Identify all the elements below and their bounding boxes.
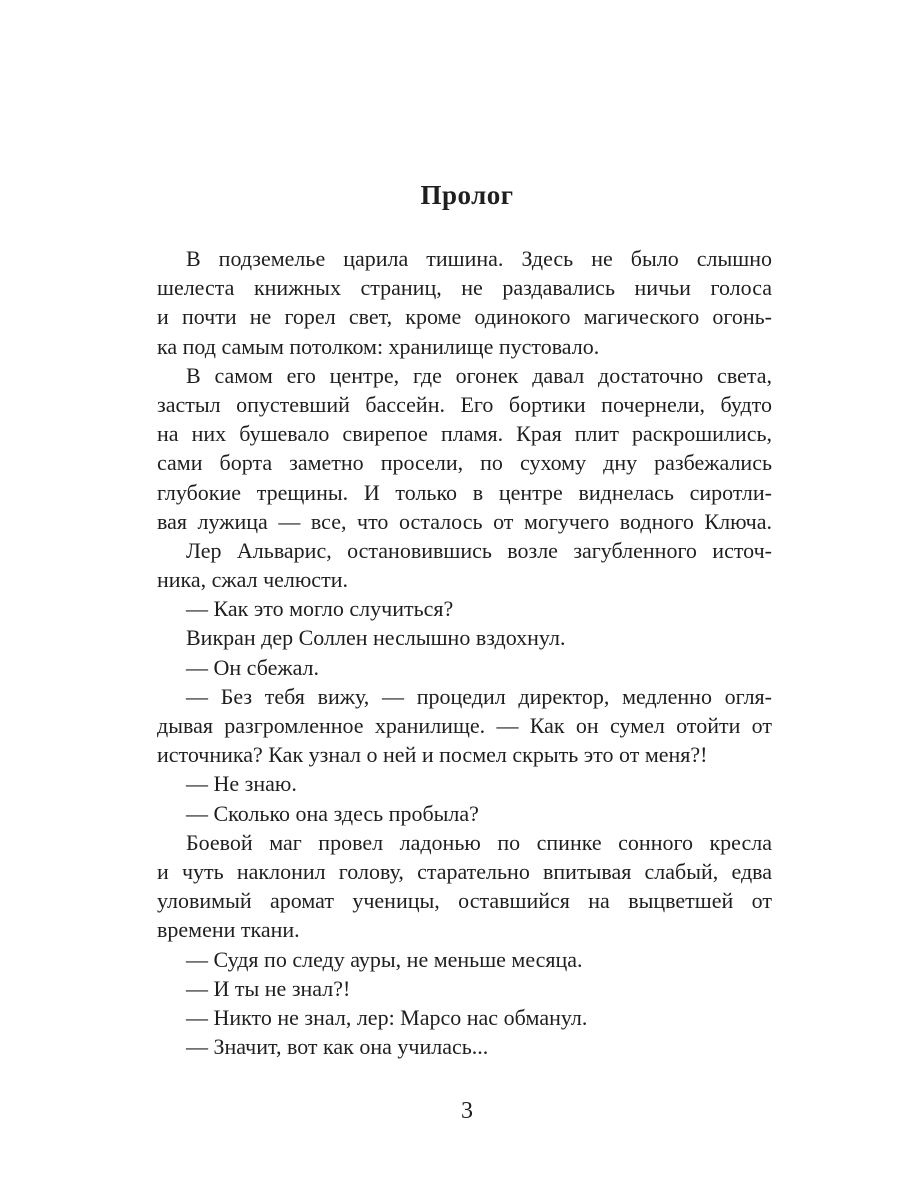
text-line: — Значит, вот как она училась...	[186, 1034, 489, 1060]
chapter-title: Пролог	[420, 180, 514, 210]
text-line: — Сколько она здесь пробыла?	[186, 800, 479, 826]
page-number: 3	[461, 1098, 473, 1124]
text-line: вая лужица — все, что осталось от могучего водного Ключа.	[157, 508, 772, 534]
text-line: Викран дер Соллен неслышно вздохнул.	[186, 625, 566, 651]
text-line: застыл опустевший бассейн. Его бортики почернели, будто	[157, 391, 772, 417]
text-line: В самом его центре, где огонек давал достаточно света,	[186, 362, 772, 388]
text-line: времени ткани.	[157, 917, 300, 943]
text-line: — Без тебя вижу, — процедил директор, медленно огля-	[186, 683, 772, 709]
text-line: — Не знаю.	[186, 771, 297, 797]
text-line: — Судя по следу ауры, не меньше месяца.	[186, 946, 583, 972]
text-line: глубокие трещины. И только в центре виднелась сиротли-	[157, 479, 772, 505]
text-line: Боевой маг провел ладонью по спинке сонного кресла	[186, 829, 772, 855]
text-line: на них бушевало свирепое пламя. Края плит раскрошились,	[157, 421, 772, 447]
text-line: — Как это могло случиться?	[186, 596, 454, 622]
text-line: уловимый аромат ученицы, оставшийся на выцветшей от	[157, 888, 772, 914]
text-line: и чуть наклонил голову, старательно впитывая слабый, едва	[157, 858, 772, 884]
text-line: ника, сжал челюсти.	[157, 567, 348, 593]
text-line: ка под самым потолком: хранилище пустовало.	[157, 333, 600, 359]
text-line: шелеста книжных страниц, не раздавались ничьи голоса	[157, 275, 772, 301]
text-line: — Никто не знал, лер: Марсо нас обманул.	[186, 1004, 588, 1030]
body-text	[157, 244, 772, 1061]
text-line: дывая разгромленное хранилище. — Как он сумел отойти от	[157, 713, 772, 738]
text-line: и почти не горел свет, кроме одинокого магического огонь-	[157, 304, 772, 330]
text-line: — Он сбежал.	[186, 654, 319, 680]
text-line: В подземелье царила тишина. Здесь не было слышно	[186, 246, 772, 271]
text-line: сами борта заметно просели, по сухому дну разбежались	[157, 450, 772, 476]
text-line: Лер Альварис, остановившись возле загубленного источ-	[186, 537, 772, 563]
text-line: источника? Как узнал о ней и посмел скрыть это от меня?!	[157, 742, 708, 768]
text-line: — И ты не знал?!	[186, 975, 351, 1001]
